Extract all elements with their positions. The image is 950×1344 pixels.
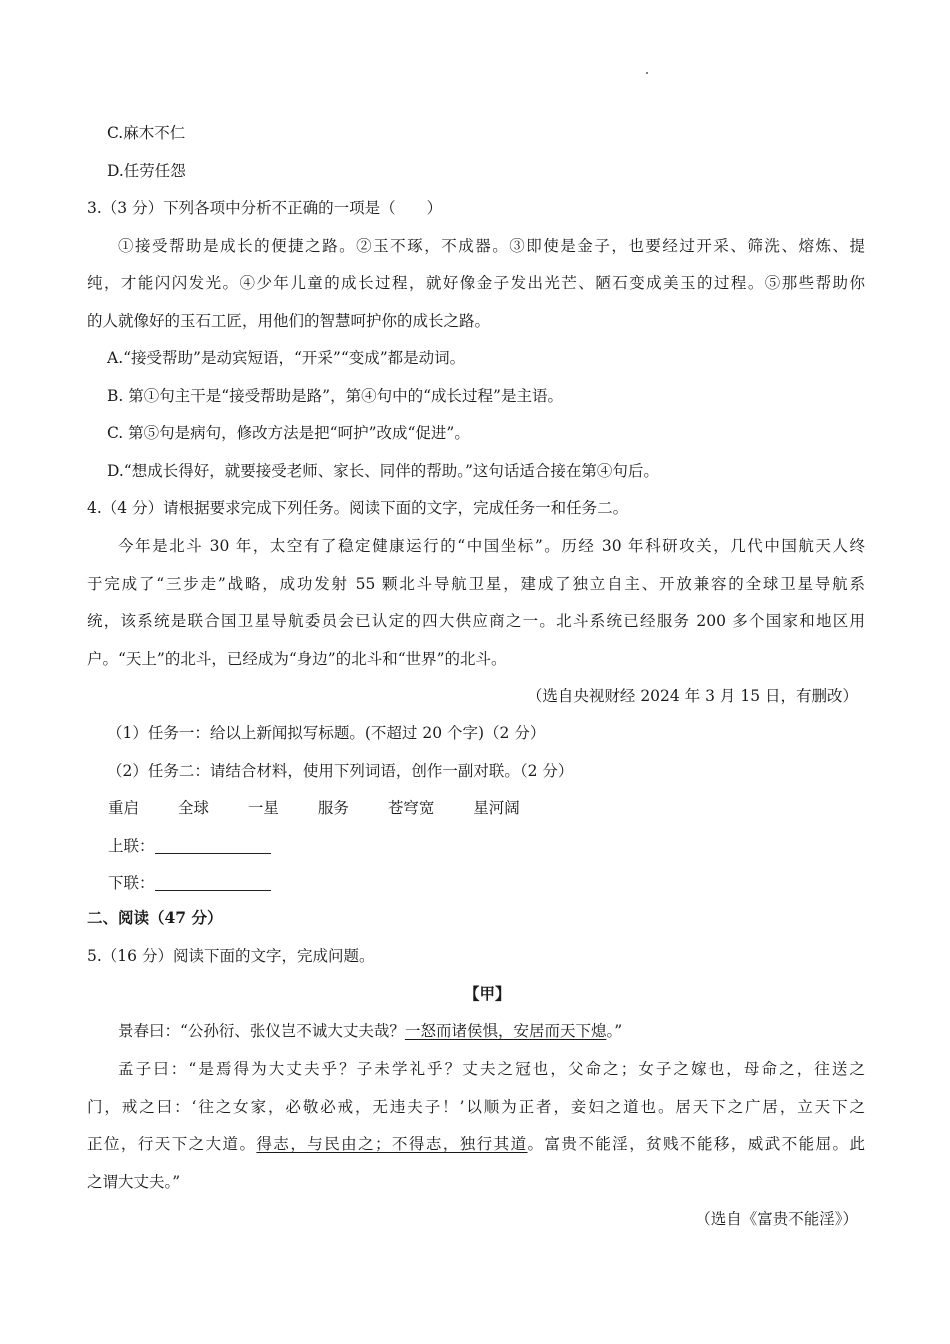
q5-p2-underlined: 得志，与民由之；不得志，独行其道 [256,1135,528,1153]
q5-p2-text: 正位，行天下之大道。 [87,1135,257,1153]
q4-stem: 4.（4 分）请根据要求完成下列任务。阅读下面的文字，完成任务一和任务二。 [87,499,629,517]
q5-paragraph-2-line-2: 门，戒之曰：‘往之女家，必敬必戒，无违夫子！’以顺为正者，妾妇之道也。居天下之广居，立天下之 [87,1098,865,1116]
q4-word: 服务 [317,799,349,817]
q4-passage-line-2: 于完成了“三步走”战略，成功发射 55 颗北斗导航卫星，建成了独立自主、开放兼容的全球卫星导航系 [87,575,865,593]
q4-word: 全球 [177,799,209,817]
q5-paragraph-1 [118,1020,622,1042]
q3-option-b: B. 第①句主干是“接受帮助是路”，第④句中的“成长过程”是主语。 [107,387,563,405]
q3-option-c: C. 第⑤句是病句，修改方法是把“呵护”改成“促进”。 [107,424,470,442]
q4-upper-couplet [108,835,271,857]
upper-couplet-blank[interactable] [155,837,271,854]
q4-lower-couplet [108,872,271,894]
q3-option-d: D.“想成长得好，就要接受老师、家长、同伴的帮助。”这句话适合接在第④句后。 [107,462,659,480]
q4-word: 一星 [247,799,279,817]
scan-dot [646,72,648,74]
q3-stem: 3.（3 分）下列各项中分析不正确的一项是（ ） [87,199,443,217]
q5-paragraph-2-line-3 [87,1133,865,1155]
q4-word: 苍穹宽 [387,799,435,817]
q5-p2-text-end: 。富贵不能淫，贫贱不能移，威武不能屈。此 [527,1135,865,1153]
lower-couplet-blank[interactable] [155,874,271,891]
q5-p1-end: 。” [606,1022,623,1040]
q5-p1-underlined: 一怒而诸侯惧，安居而天下熄 [404,1022,607,1040]
q5-paragraph-2-line-1: 孟子曰：“是焉得为大丈夫乎？子未学礼乎？丈夫之冠也，父命之；女子之嫁也，母命之，往送之 [118,1060,865,1078]
q3-passage-line-1: ①接受帮助是成长的便捷之路。②玉不琢，不成器。③即使是金子，也要经过开采、筛洗、熔炼、提 [118,237,865,255]
q4-word-list [108,797,554,819]
q4-passage-line-4: 户。“天上”的北斗，已经成为“身边”的北斗和“世界”的北斗。 [87,650,507,668]
q4-task-1: （1）任务一：给以上新闻拟写标题。(不超过 20 个字)（2 分） [107,724,546,742]
q5-stem: 5.（16 分）阅读下面的文字，完成问题。 [87,947,375,965]
q5-p1-text: 景春曰：“公孙衍、张仪岂不诚大丈夫哉？ [118,1022,405,1040]
q4-passage-line-3: 统，该系统是联合国卫星导航委员会已认定的四大供应商之一。北斗系统已经服务 200 多个国家和地区用 [87,612,865,630]
q4-word: 重启 [108,799,140,817]
q5-source: （选自《富贵不能淫》） [695,1210,858,1228]
q3-passage-line-3: 的人就像好的玉石工匠，用他们的智慧呵护你的成长之路。 [87,312,491,330]
q4-word: 星河阔 [473,799,520,817]
q4-source: （选自央视财经 2024 年 3 月 15 日，有删改） [526,687,858,705]
section-2-heading: 二、阅读（47 分） [87,908,223,927]
q2-option-d: D.任劳任怨 [107,162,186,180]
q2-option-c: C.麻木不仁 [107,124,186,142]
q3-option-a: A.“接受帮助”是动宾短语，“开采”“变成”都是动词。 [107,349,466,367]
upper-couplet-label: 上联： [108,837,155,855]
q4-passage-line-1: 今年是北斗 30 年，太空有了稳定健康运行的“中国坐标”。历经 30 年科研攻关，几代中国航天人终 [118,537,865,555]
q5-paragraph-2-line-4: 之谓大丈夫。” [87,1173,181,1191]
q3-passage-line-2: 纯，才能闪闪发光。④少年儿童的成长过程，就好像金子发出光芒、陋石变成美玉的过程。⑤那些帮助你 [87,274,865,292]
q4-task-2: （2）任务二：请结合材料，使用下列词语，创作一副对联。（2 分） [107,762,574,780]
q5-part-jia: 【甲】 [464,984,511,1003]
lower-couplet-label: 下联： [108,874,155,892]
